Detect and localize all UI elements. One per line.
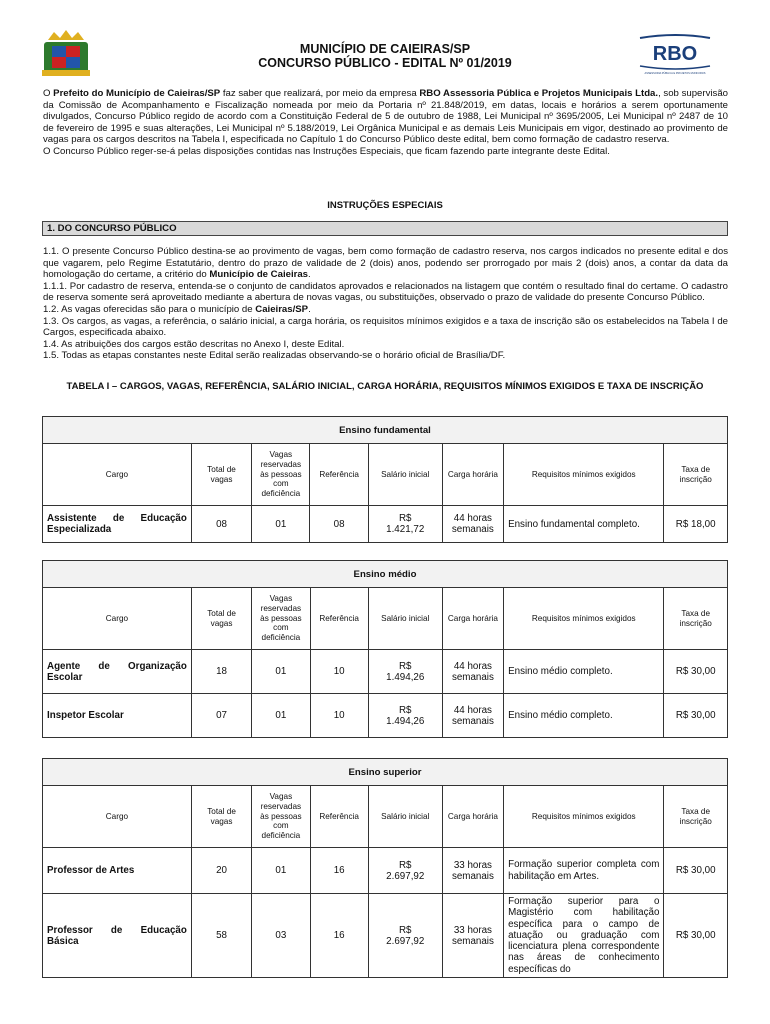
rbo-logo-subtitle: ASSESSORIA PÚBLICA E PROJETOS MUNICIPAIS: [644, 72, 706, 75]
page-header: [0, 28, 770, 84]
table-row: [43, 506, 728, 543]
cell-total: 20: [191, 848, 251, 894]
col-total: Total de vagas: [191, 786, 251, 848]
cell-carga: 33 horas semanais: [442, 848, 503, 894]
cell-req: Ensino fundamental completo.: [504, 506, 664, 543]
cell-ref: 10: [310, 694, 368, 738]
table-header-row: [43, 588, 728, 650]
cell-req: Ensino médio completo.: [504, 650, 664, 694]
cell-req: Formação superior para o Magistério com habilitação específica para o campo de atuação ou graduação com licenciatura plena correspondente nas áreas de conhecimento específicas do: [504, 894, 664, 978]
cell-ref: 16: [310, 894, 368, 978]
col-req: Requisitos mínimos exigidos: [504, 588, 664, 650]
col-cargo: Cargo: [43, 444, 192, 506]
col-pcd: Vagas reservadas às pessoas com deficiência: [252, 588, 310, 650]
col-ref: Referência: [310, 444, 368, 506]
cell-salario: R$ 1.494,26: [368, 694, 442, 738]
col-taxa: Taxa de inscrição: [664, 444, 728, 506]
cell-req: Formação superior completa com habilitação em Artes.: [504, 848, 664, 894]
col-ref: Referência: [310, 588, 368, 650]
col-taxa: Taxa de inscrição: [664, 588, 728, 650]
cell-taxa: R$ 30,00: [664, 894, 728, 978]
cell-carga: 44 horas semanais: [442, 650, 503, 694]
cell-taxa: R$ 18,00: [664, 506, 728, 543]
clause-1-4: 1.4. As atribuições dos cargos estão descritas no Anexo I, deste Edital.: [43, 338, 345, 350]
col-salario: Salário inicial: [368, 786, 442, 848]
cell-carga: 44 horas semanais: [442, 506, 503, 543]
col-carga: Carga horária: [442, 444, 503, 506]
col-cargo: Cargo: [43, 588, 192, 650]
table-ensino-medio: [42, 560, 728, 738]
col-req: Requisitos mínimos exigidos: [504, 786, 664, 848]
title-municipality: MUNICÍPIO DE CAIEIRAS/SP: [299, 42, 471, 56]
group-title: Ensino fundamental: [43, 417, 728, 444]
col-salario: Salário inicial: [368, 444, 442, 506]
col-cargo: Cargo: [43, 786, 192, 848]
cell-salario: R$ 1.494,26: [368, 650, 442, 694]
col-carga: Carga horária: [442, 786, 503, 848]
group-title: Ensino superior: [43, 759, 728, 786]
chapter-1-heading: 1. DO CONCURSO PÚBLICO: [42, 221, 728, 236]
cell-total: 08: [191, 506, 251, 543]
rbo-logo-text: RBO: [652, 43, 698, 65]
table-row: [43, 894, 728, 978]
chapter-1-text: [43, 246, 728, 362]
cell-pcd: 01: [252, 506, 310, 543]
cell-total: 18: [191, 650, 251, 694]
group-title: Ensino médio: [43, 561, 728, 588]
cell-carga: 44 horas semanais: [442, 694, 503, 738]
cell-total: 58: [191, 894, 251, 978]
cell-ref: 08: [310, 506, 368, 543]
cell-salario: R$ 2.697,92: [368, 894, 442, 978]
table-ensino-fundamental: [42, 416, 728, 543]
table-header-row: [43, 786, 728, 848]
col-total: Total de vagas: [191, 444, 251, 506]
cell-cargo: Professor de Educação Básica: [43, 894, 192, 978]
table-ensino-superior: [42, 758, 728, 978]
cell-pcd: 01: [252, 650, 310, 694]
cell-total: 07: [191, 694, 251, 738]
clause-1-5: 1.5. Todas as etapas constantes neste Edital serão realizadas observando-se o horário oficial de Brasília/DF.: [43, 350, 506, 362]
cell-cargo: Agente de Organização Escolar: [43, 650, 192, 694]
table-row: [43, 848, 728, 894]
col-carga: Carga horária: [442, 588, 503, 650]
municipal-coat-of-arms-logo: [40, 28, 92, 78]
cell-cargo: Professor de Artes: [43, 848, 192, 894]
clause-1-1: 1.1. O presente Concurso Público destina-se ao provimento de vagas, bem como formação de cadastro reserva, nos cargos indicados no presente edital e dos que vagarem, pelo Regime Estatutário, dentro do prazo de validade de 2 (dois) anos, podendo ser prorrogado por mais 2 (dois) anos, a contar da data da homologação do certame, a critério do Município de Caieiras.: [43, 246, 728, 281]
table-header-row: [43, 444, 728, 506]
clause-1-2: 1.2. As vagas oferecidas são para o município de Caieiras/SP.: [43, 303, 311, 315]
title-edital: CONCURSO PÚBLICO - EDITAL Nº 01/2019: [258, 56, 512, 70]
col-req: Requisitos mínimos exigidos: [504, 444, 664, 506]
intro-paragraph-1: O Prefeito do Município de Caieiras/SP faz saber que realizará, por meio da empresa RBO Assessoria Pública e Projetos Municipais Ltda., sob supervisão da Comissão de Acompanhamento e Fiscalização nomeada por meio da Portaria nº 21.848/2019, em datas, locais e horários a serem oportunamente divulgados, Concurso Público regido de acordo com a Constituição Federal de 5 de outubro de 1988, Lei Municipal nº 3695/2005, Lei Municipal nº 2487 de 10 de fevereiro de 1995 e suas alterações, Lei Municipal nº 5.188/2019, Lei Orgânica Municipal e as demais Leis Municipais em vigor, destinado ao provimento de vagas para os cargos descritos na Tabela I, especificada no Capítulo 1 do Concurso Público deste edital, bem como formação de cadastro reserva.: [43, 88, 728, 146]
col-ref: Referência: [310, 786, 368, 848]
cell-cargo: Assistente de Educação Especializada: [43, 506, 192, 543]
table-row: [43, 694, 728, 738]
cell-taxa: R$ 30,00: [664, 848, 728, 894]
intro-paragraph-2: O Concurso Público reger-se-á pelas disposições contidas nas Instruções Especiais, que ficam fazendo parte integrante deste Edital.: [43, 145, 610, 157]
cell-pcd: 03: [252, 894, 310, 978]
col-total: Total de vagas: [191, 588, 251, 650]
cell-pcd: 01: [252, 848, 310, 894]
col-taxa: Taxa de inscrição: [664, 786, 728, 848]
document-title: [150, 42, 620, 70]
cell-ref: 10: [310, 650, 368, 694]
cell-carga: 33 horas semanais: [442, 894, 503, 978]
table-row: [43, 650, 728, 694]
rbo-logo: [636, 34, 714, 76]
cell-salario: R$ 1.421,72: [368, 506, 442, 543]
special-instructions-heading: INSTRUÇÕES ESPECIAIS: [327, 200, 443, 211]
cell-cargo: Inspetor Escolar: [43, 694, 192, 738]
cell-pcd: 01: [252, 694, 310, 738]
col-salario: Salário inicial: [368, 588, 442, 650]
col-pcd: Vagas reservadas às pessoas com deficiência: [252, 786, 310, 848]
cell-taxa: R$ 30,00: [664, 694, 728, 738]
cell-taxa: R$ 30,00: [664, 650, 728, 694]
cell-ref: 16: [310, 848, 368, 894]
clause-1-3: 1.3. Os cargos, as vagas, a referência, o salário inicial, a carga horária, os requisitos mínimos exigidos e a taxa de inscrição são os estabelecidos na Tabela I de Cargos, especificada abaixo.: [43, 315, 728, 339]
cell-salario: R$ 2.697,92: [368, 848, 442, 894]
col-pcd: Vagas reservadas às pessoas com deficiência: [252, 444, 310, 506]
cell-req: Ensino médio completo.: [504, 694, 664, 738]
intro-text: [43, 88, 728, 158]
clause-1-1-1: 1.1.1. Por cadastro de reserva, entenda-se o conjunto de candidatos aprovados e relacionados na listagem que contém o resultado final do certame. O cadastro de reserva somente será aproveitado mediante a abertura de novas vagas, ou substituições, observado o prazo de validade do presente Concurso Público.: [43, 280, 728, 304]
table-1-caption: TABELA I – CARGOS, VAGAS, REFERÊNCIA, SALÁRIO INICIAL, CARGA HORÁRIA, REQUISITOS MÍNIMOS EXIGIDOS E TAXA DE INSCRIÇÃO: [66, 381, 704, 392]
